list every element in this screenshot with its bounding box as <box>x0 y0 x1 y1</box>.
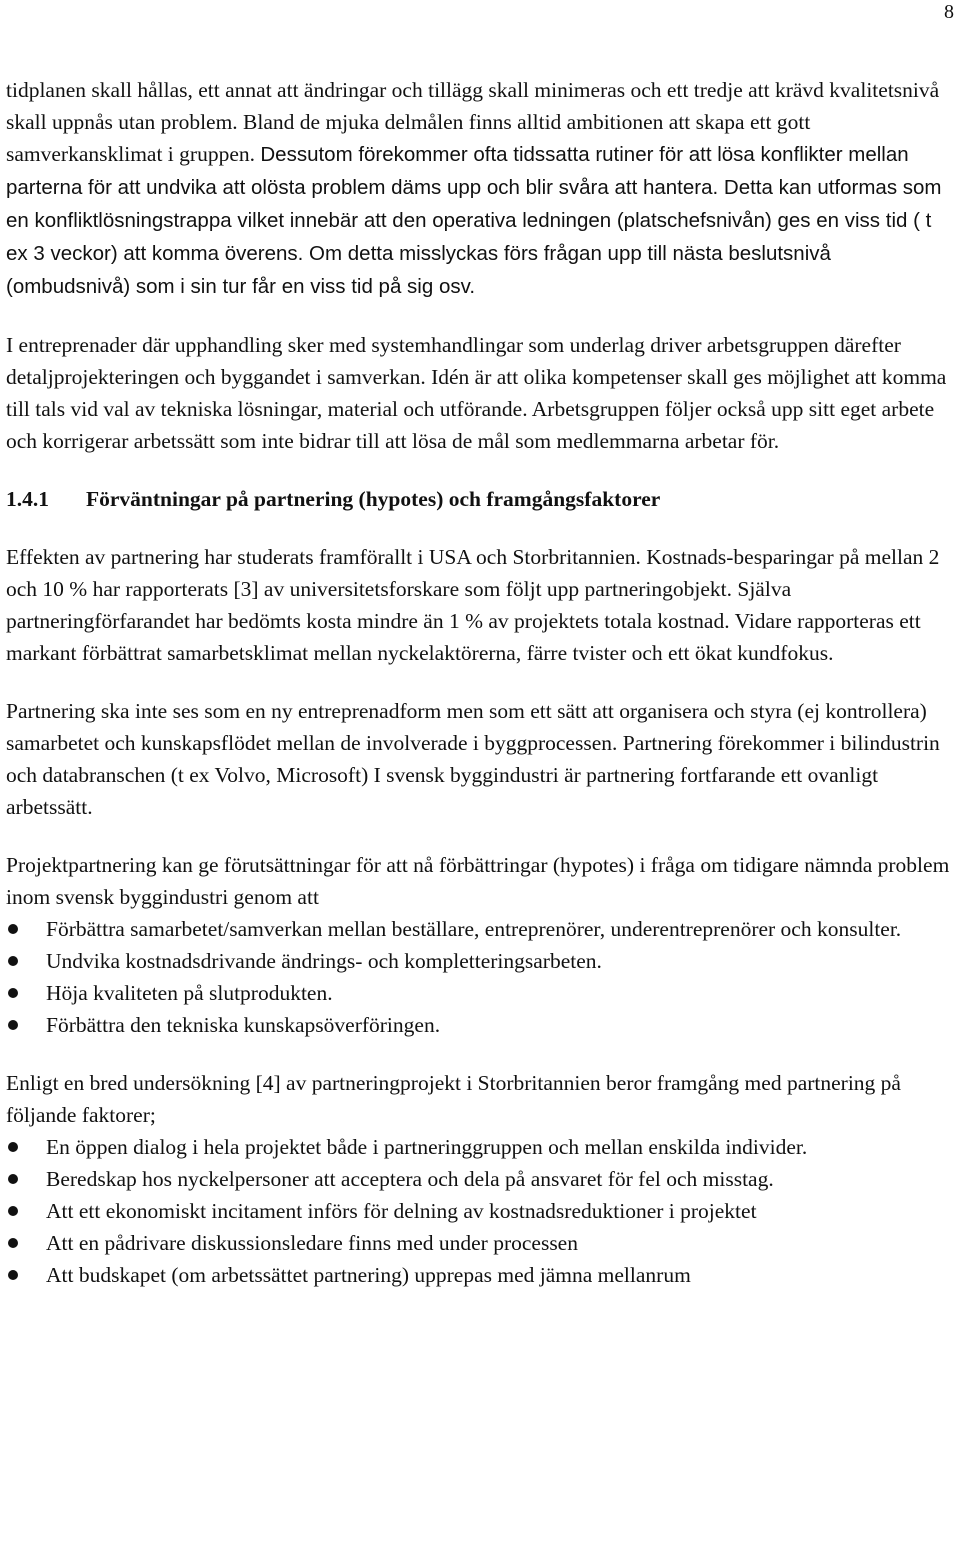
paragraph-4: Partnering ska inte ses som en ny entreprenadform men som ett sätt att organisera och styra (ej kontrollera) samarbetet och kunskapsflödet mellan de involverade i byggprocessen. Partnering förekommer i bilindustrin och databranschen (t ex Volvo, Microsoft) I svensk byggindustri är partnering fortfarande ett ovanligt arbetssätt. <box>6 699 940 819</box>
list-item: Att ett ekonomiskt incitament införs för delning av kostnadsreduktioner i projektet <box>6 1195 956 1227</box>
bullet-list-success-factors <box>6 1131 956 1291</box>
list-item: Beredskap hos nyckelpersoner att acceptera och dela på ansvaret för fel och misstag. <box>6 1163 956 1195</box>
list-item: Förbättra samarbetet/samverkan mellan beställare, entreprenörer, underentreprenörer och konsulter. <box>6 913 956 945</box>
paragraph-1-serif-text: tidplanen skall hållas, ett annat att ändringar och tillägg skall minimeras och ett tredje att krävd kvalitetsnivå skall uppnås utan problem. Bland de mjuka delmålen finns alltid ambitionen att skapa ett gott samverkansklimat i gruppen. <box>6 78 940 166</box>
section-heading <box>6 483 956 515</box>
paragraph-1-sans-text: Dessutom förekommer ofta tidssatta rutiner för att lösa konflikter mellan parterna för att undvika att olösta problem däms upp och blir svåra att hantera. Detta kan utformas som en konfliktlösningstrappa vilket innebär att den operativa ledningen (platschefsnivån) ges en viss tid ( t ex 3 veckor) att komma överens. Om detta misslyckas förs frågan upp till nästa beslutsnivå (ombudsnivå) som i sin tur får en viss tid på sig osv. <box>6 143 942 298</box>
page-number: 8 <box>944 1 954 23</box>
list-item: Undvika kostnadsdrivande ändrings- och kompletteringsarbeten. <box>6 945 956 977</box>
list-item: Förbättra den tekniska kunskapsöverföringen. <box>6 1009 956 1041</box>
bullet-list-improvements <box>6 913 956 1041</box>
paragraph-2: I entreprenader där upphandling sker med systemhandlingar som underlag driver arbetsgruppen därefter detaljprojekteringen och byggandet i samverkan. Idén är att olika kompetenser skall ges möjlighet att komma till tals vid val av tekniska lösningar, material och utförande. Arbetsgruppen följer också upp sitt eget arbete och korrigerar arbetssätt som inte bidrar till att lösa de mål som medlemmarna arbetar för. <box>6 333 947 453</box>
list-item: En öppen dialog i hela projektet både i partneringgruppen och mellan enskilda individer. <box>6 1131 956 1163</box>
document-body <box>6 74 956 1291</box>
paragraph-3: Effekten av partnering har studerats framförallt i USA och Storbritannien. Kostnads-besparingar på mellan 2 och 10 % har rapporterats [3] av universitetsforskare som följt upp partneringobjekt. Själva partneringförfarandet har bedömts kosta mindre än 1 % av projektets totala kostnad. Vidare rapporteras ett markant förbättrat samarbetsklimat mellan nyckelaktörerna, färre tvister och ett ökat kundfokus. <box>6 545 940 665</box>
paragraph-5-intro: Projektpartnering kan ge förutsättningar för att nå förbättringar (hypotes) i fråga om tidigare nämnda problem inom svensk byggindustri genom att <box>6 853 950 909</box>
section-number: 1.4.1 <box>6 487 49 511</box>
paragraph-1 <box>6 74 956 303</box>
section-title: Förväntningar på partnering (hypotes) och framgångsfaktorer <box>86 487 661 511</box>
list-item: Höja kvaliteten på slutprodukten. <box>6 977 956 1009</box>
list-item: Att en pådrivare diskussionsledare finns med under processen <box>6 1227 956 1259</box>
list-item: Att budskapet (om arbetssättet partnering) upprepas med jämna mellanrum <box>6 1259 956 1291</box>
paragraph-6-intro: Enligt en bred undersökning [4] av partneringprojekt i Storbritannien beror framgång med partnering på följande faktorer; <box>6 1071 901 1127</box>
